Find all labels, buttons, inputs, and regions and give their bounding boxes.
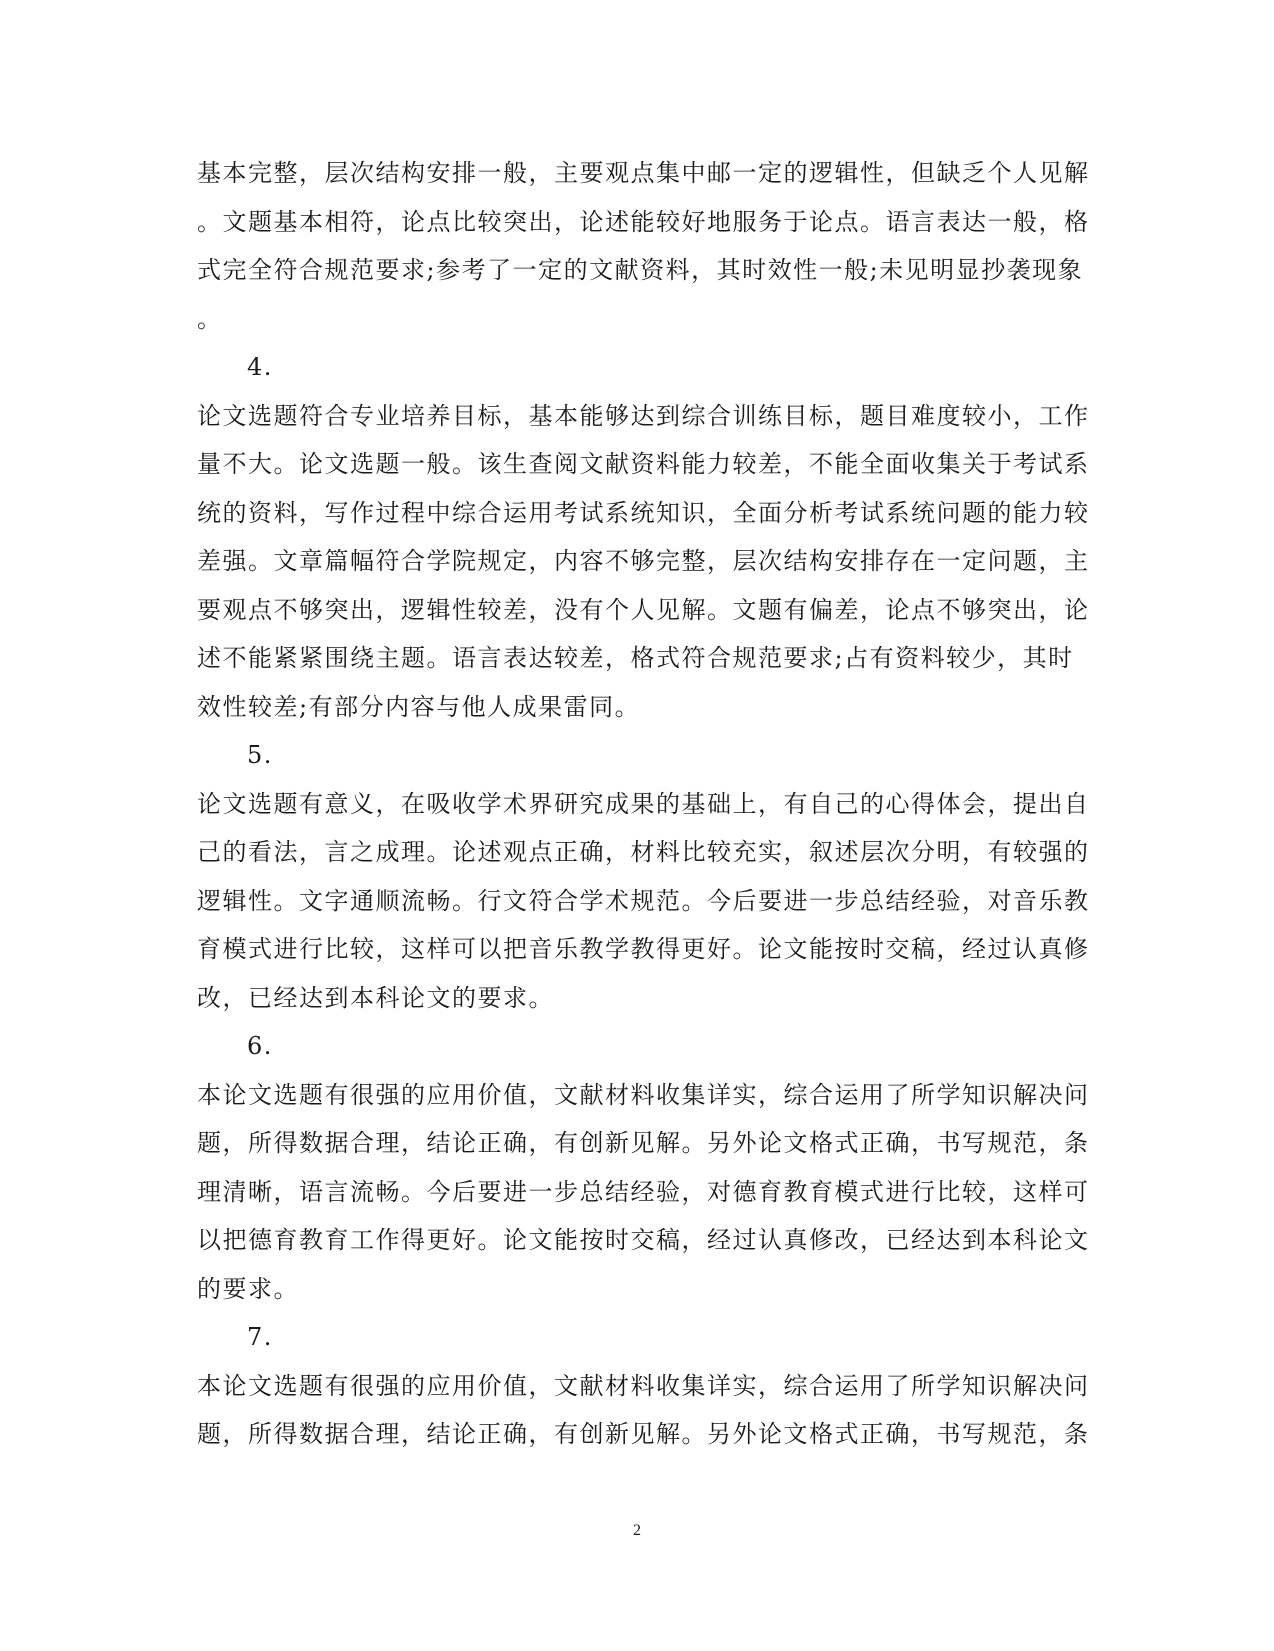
text-line: 统的资料，写作过程中综合运用考试系统知识，全面分析考试系统问题的能力较 bbox=[197, 498, 1090, 527]
item-number: 6. bbox=[247, 1032, 273, 1060]
text-line: 题，所得数据合理，结论正确，有创新见解。另外论文格式正确，书写规范，条 bbox=[197, 1420, 1090, 1448]
item-number: 4. bbox=[247, 353, 273, 381]
text-line: 。文题基本相符，论点比较突出，论述能较好地服务于论点。语言表达一般，格 bbox=[197, 207, 1090, 236]
page-number: 2 bbox=[633, 1522, 641, 1539]
text-line: 逻辑性。文字通顺流畅。行文符合学术规范。今后要进一步总结经验，对音乐教 bbox=[197, 886, 1090, 915]
text-line: 本论文选题有很强的应用价值，文献材料收集详实，综合运用了所学知识解决问 bbox=[197, 1080, 1090, 1109]
text-line: 以把德育教育工作得更好。论文能按时交稿，经过认真修改，已经达到本科论文 bbox=[197, 1226, 1090, 1254]
item-number: 5. bbox=[247, 741, 273, 769]
text-line: 的要求。 bbox=[197, 1274, 299, 1303]
text-line: 理清晰，语言流畅。今后要进一步总结经验，对德育教育模式进行比较，这样可 bbox=[197, 1177, 1090, 1206]
text-line: 育模式进行比较，这样可以把音乐教学教得更好。论文能按时交稿，经过认真修 bbox=[197, 935, 1090, 963]
text-line: 。 bbox=[197, 304, 223, 333]
text-line: 效性较差;有部分内容与他人成果雷同。 bbox=[197, 692, 641, 721]
text-line: 己的看法，言之成理。论述观点正确，材料比较充实，叙述层次分明，有较强的 bbox=[197, 838, 1090, 866]
text-line: 题，所得数据合理，结论正确，有创新见解。另外论文格式正确，书写规范，条 bbox=[197, 1129, 1090, 1157]
text-line: 述不能紧紧围绕主题。语言表达较差，格式符合规范要求;占有资料较少，其时 bbox=[197, 644, 1074, 672]
text-line: 式完全符合规范要求;参考了一定的文献资料，其时效性一般;未见明显抄袭现象 bbox=[197, 256, 1084, 284]
text-line: 要观点不够突出，逻辑性较差，没有个人见解。文题有偏差，论点不够突出，论 bbox=[197, 595, 1090, 624]
text-line: 差强。文章篇幅符合学院规定，内容不够完整，层次结构安排存在一定问题，主 bbox=[197, 547, 1090, 575]
body-text bbox=[197, 149, 1090, 1459]
text-line: 量不大。论文选题一般。该生查阅文献资料能力较差，不能全面收集关于考试系 bbox=[197, 450, 1090, 478]
item-number: 7. bbox=[247, 1323, 273, 1351]
text-line: 改，已经达到本科论文的要求。 bbox=[197, 983, 554, 1012]
text-line: 论文选题有意义，在吸收学术界研究成果的基础上，有自己的心得体会，提出自 bbox=[197, 789, 1090, 818]
text-line: 论文选题符合专业培养目标，基本能够达到综合训练目标，题目难度较小，工作 bbox=[197, 401, 1090, 430]
text-line: 本论文选题有很强的应用价值，文献材料收集详实，综合运用了所学知识解决问 bbox=[197, 1371, 1090, 1400]
text-line: 基本完整，层次结构安排一般，主要观点集中邮一定的逻辑性，但缺乏个人见解 bbox=[197, 159, 1090, 187]
